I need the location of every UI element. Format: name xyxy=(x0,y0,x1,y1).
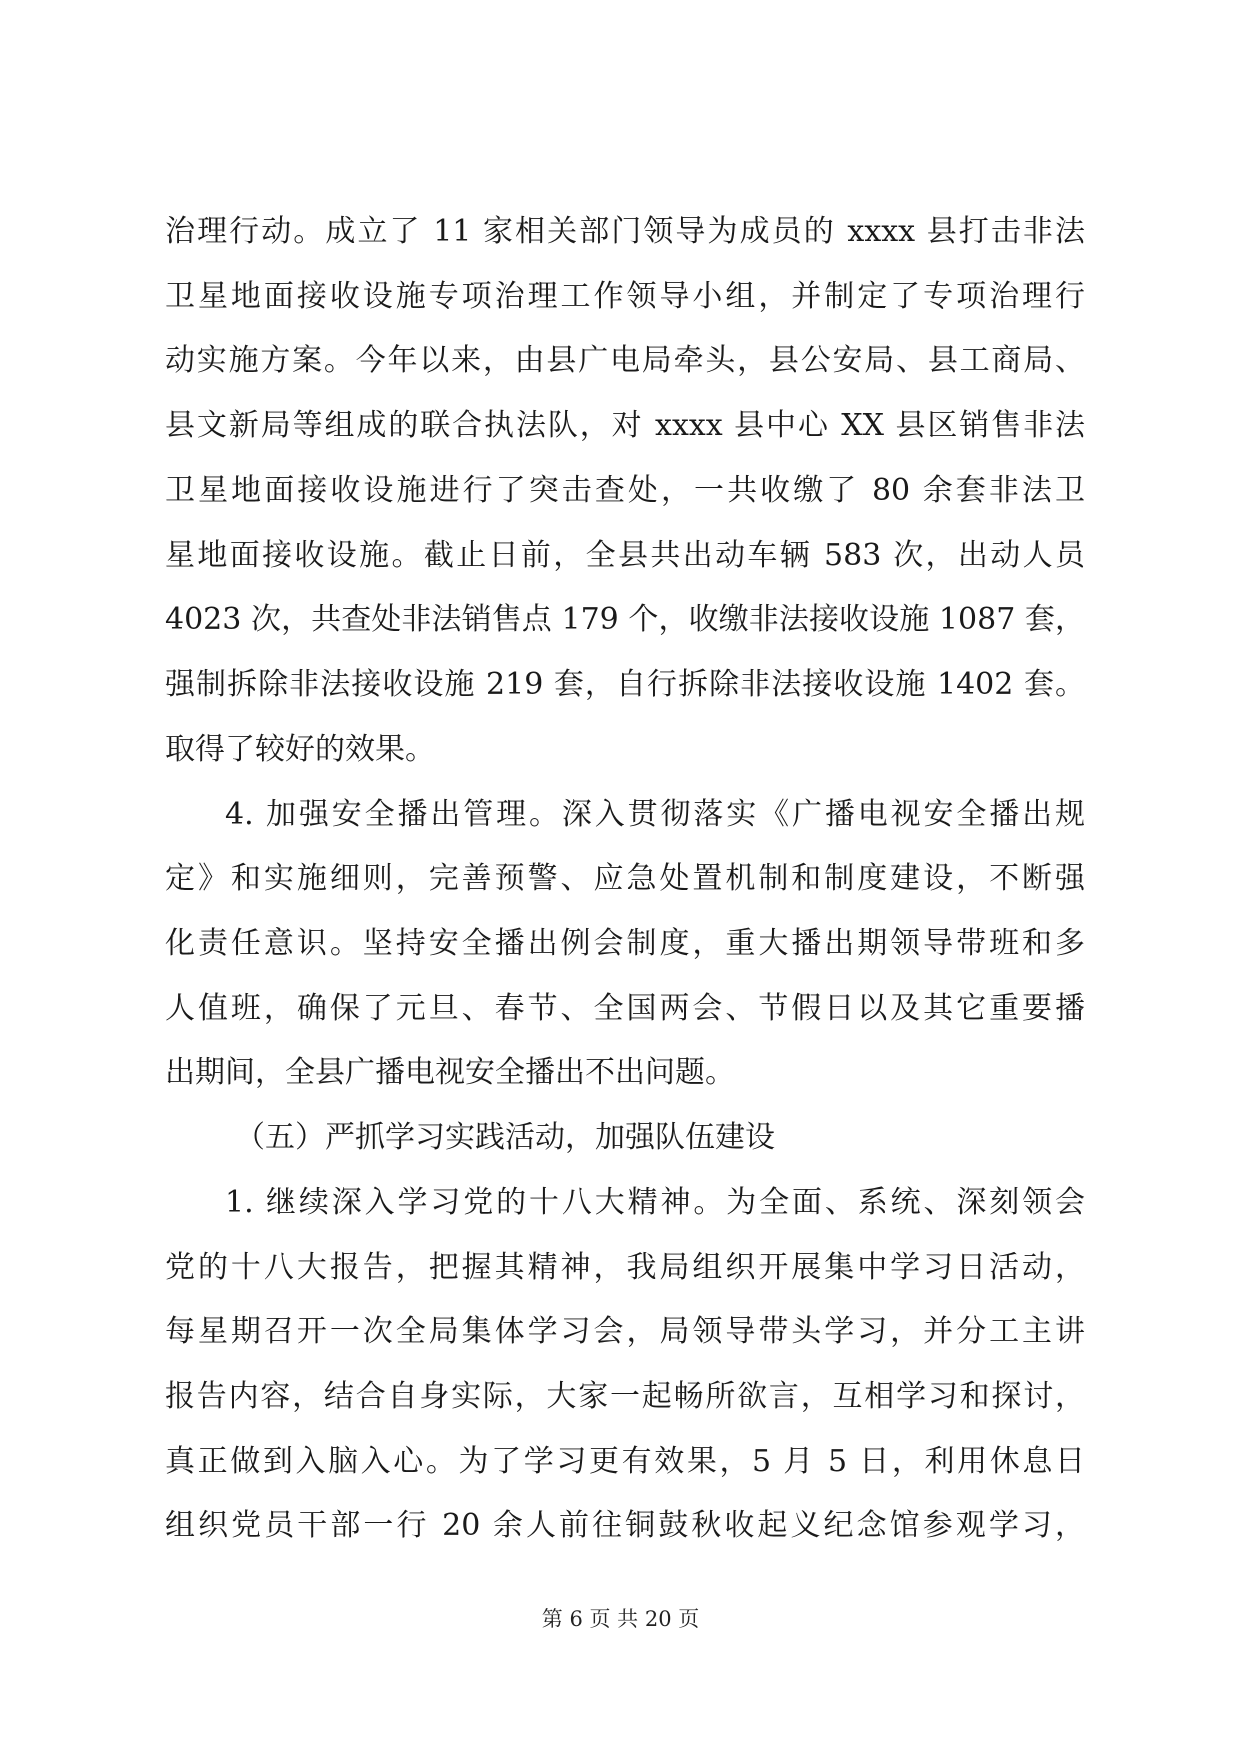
paragraph-line: 卫星地面接收设施专项治理工作领导小组，并制定了专项治理行 xyxy=(165,279,1085,314)
paragraph-line: 党的十八大报告，把握其精神，我局组织开展集中学习日活动， xyxy=(165,1250,1085,1285)
paragraph-line: 卫星地面接收设施进行了突击查处，一共收缴了 80 余套非法卫 xyxy=(165,473,1085,508)
paragraph-line: 真正做到入脑入心。为了学习更有效果，5 月 5 日，利用休息日 xyxy=(165,1444,1085,1479)
paragraph-line: 化责任意识。坚持安全播出例会制度，重大播出期领导带班和多 xyxy=(165,926,1085,961)
page-number-footer: 第 6 页 共 20 页 xyxy=(541,1607,700,1631)
paragraph-line: 报告内容，结合自身实际，大家一起畅所欲言，互相学习和探讨， xyxy=(165,1379,1085,1414)
section-heading: （五）严抓学习实践活动，加强队伍建设 xyxy=(235,1120,775,1155)
paragraph-line: 强制拆除非法接收设施 219 套，自行拆除非法接收设施 1402 套。 xyxy=(165,667,1085,702)
paragraph-line: 1. 继续深入学习党的十八大精神。为全面、系统、深刻领会 xyxy=(225,1185,1085,1220)
paragraph-line: 组织党员干部一行 20 余人前往铜鼓秋收起义纪念馆参观学习， xyxy=(165,1508,1085,1543)
paragraph-line: 治理行动。成立了 11 家相关部门领导为成员的 xxxx 县打击非法 xyxy=(165,214,1085,249)
paragraph-line: 4. 加强安全播出管理。深入贯彻落实《广播电视安全播出规 xyxy=(225,797,1085,832)
paragraph-line: 星地面接收设施。截止日前，全县共出动车辆 583 次，出动人员 xyxy=(165,538,1085,573)
paragraph-line: 动实施方案。今年以来，由县广电局牵头，县公安局、县工商局、 xyxy=(165,343,1085,378)
paragraph-line: 每星期召开一次全局集体学习会，局领导带头学习，并分工主讲 xyxy=(165,1314,1085,1349)
paragraph-line: 4023 次，共查处非法销售点 179 个，收缴非法接收设施 1087 套， xyxy=(165,602,1085,637)
paragraph-line: 县文新局等组成的联合执法队，对 xxxx 县中心 XX 县区销售非法 xyxy=(165,408,1085,443)
paragraph-line: 出期间，全县广播电视安全播出不出问题。 xyxy=(165,1055,735,1090)
paragraph-line: 人值班，确保了元旦、春节、全国两会、节假日以及其它重要播 xyxy=(165,991,1085,1026)
paragraph-line: 取得了较好的效果。 xyxy=(165,732,435,767)
paragraph-line: 定》和实施细则，完善预警、应急处置机制和制度建设，不断强 xyxy=(165,861,1085,896)
